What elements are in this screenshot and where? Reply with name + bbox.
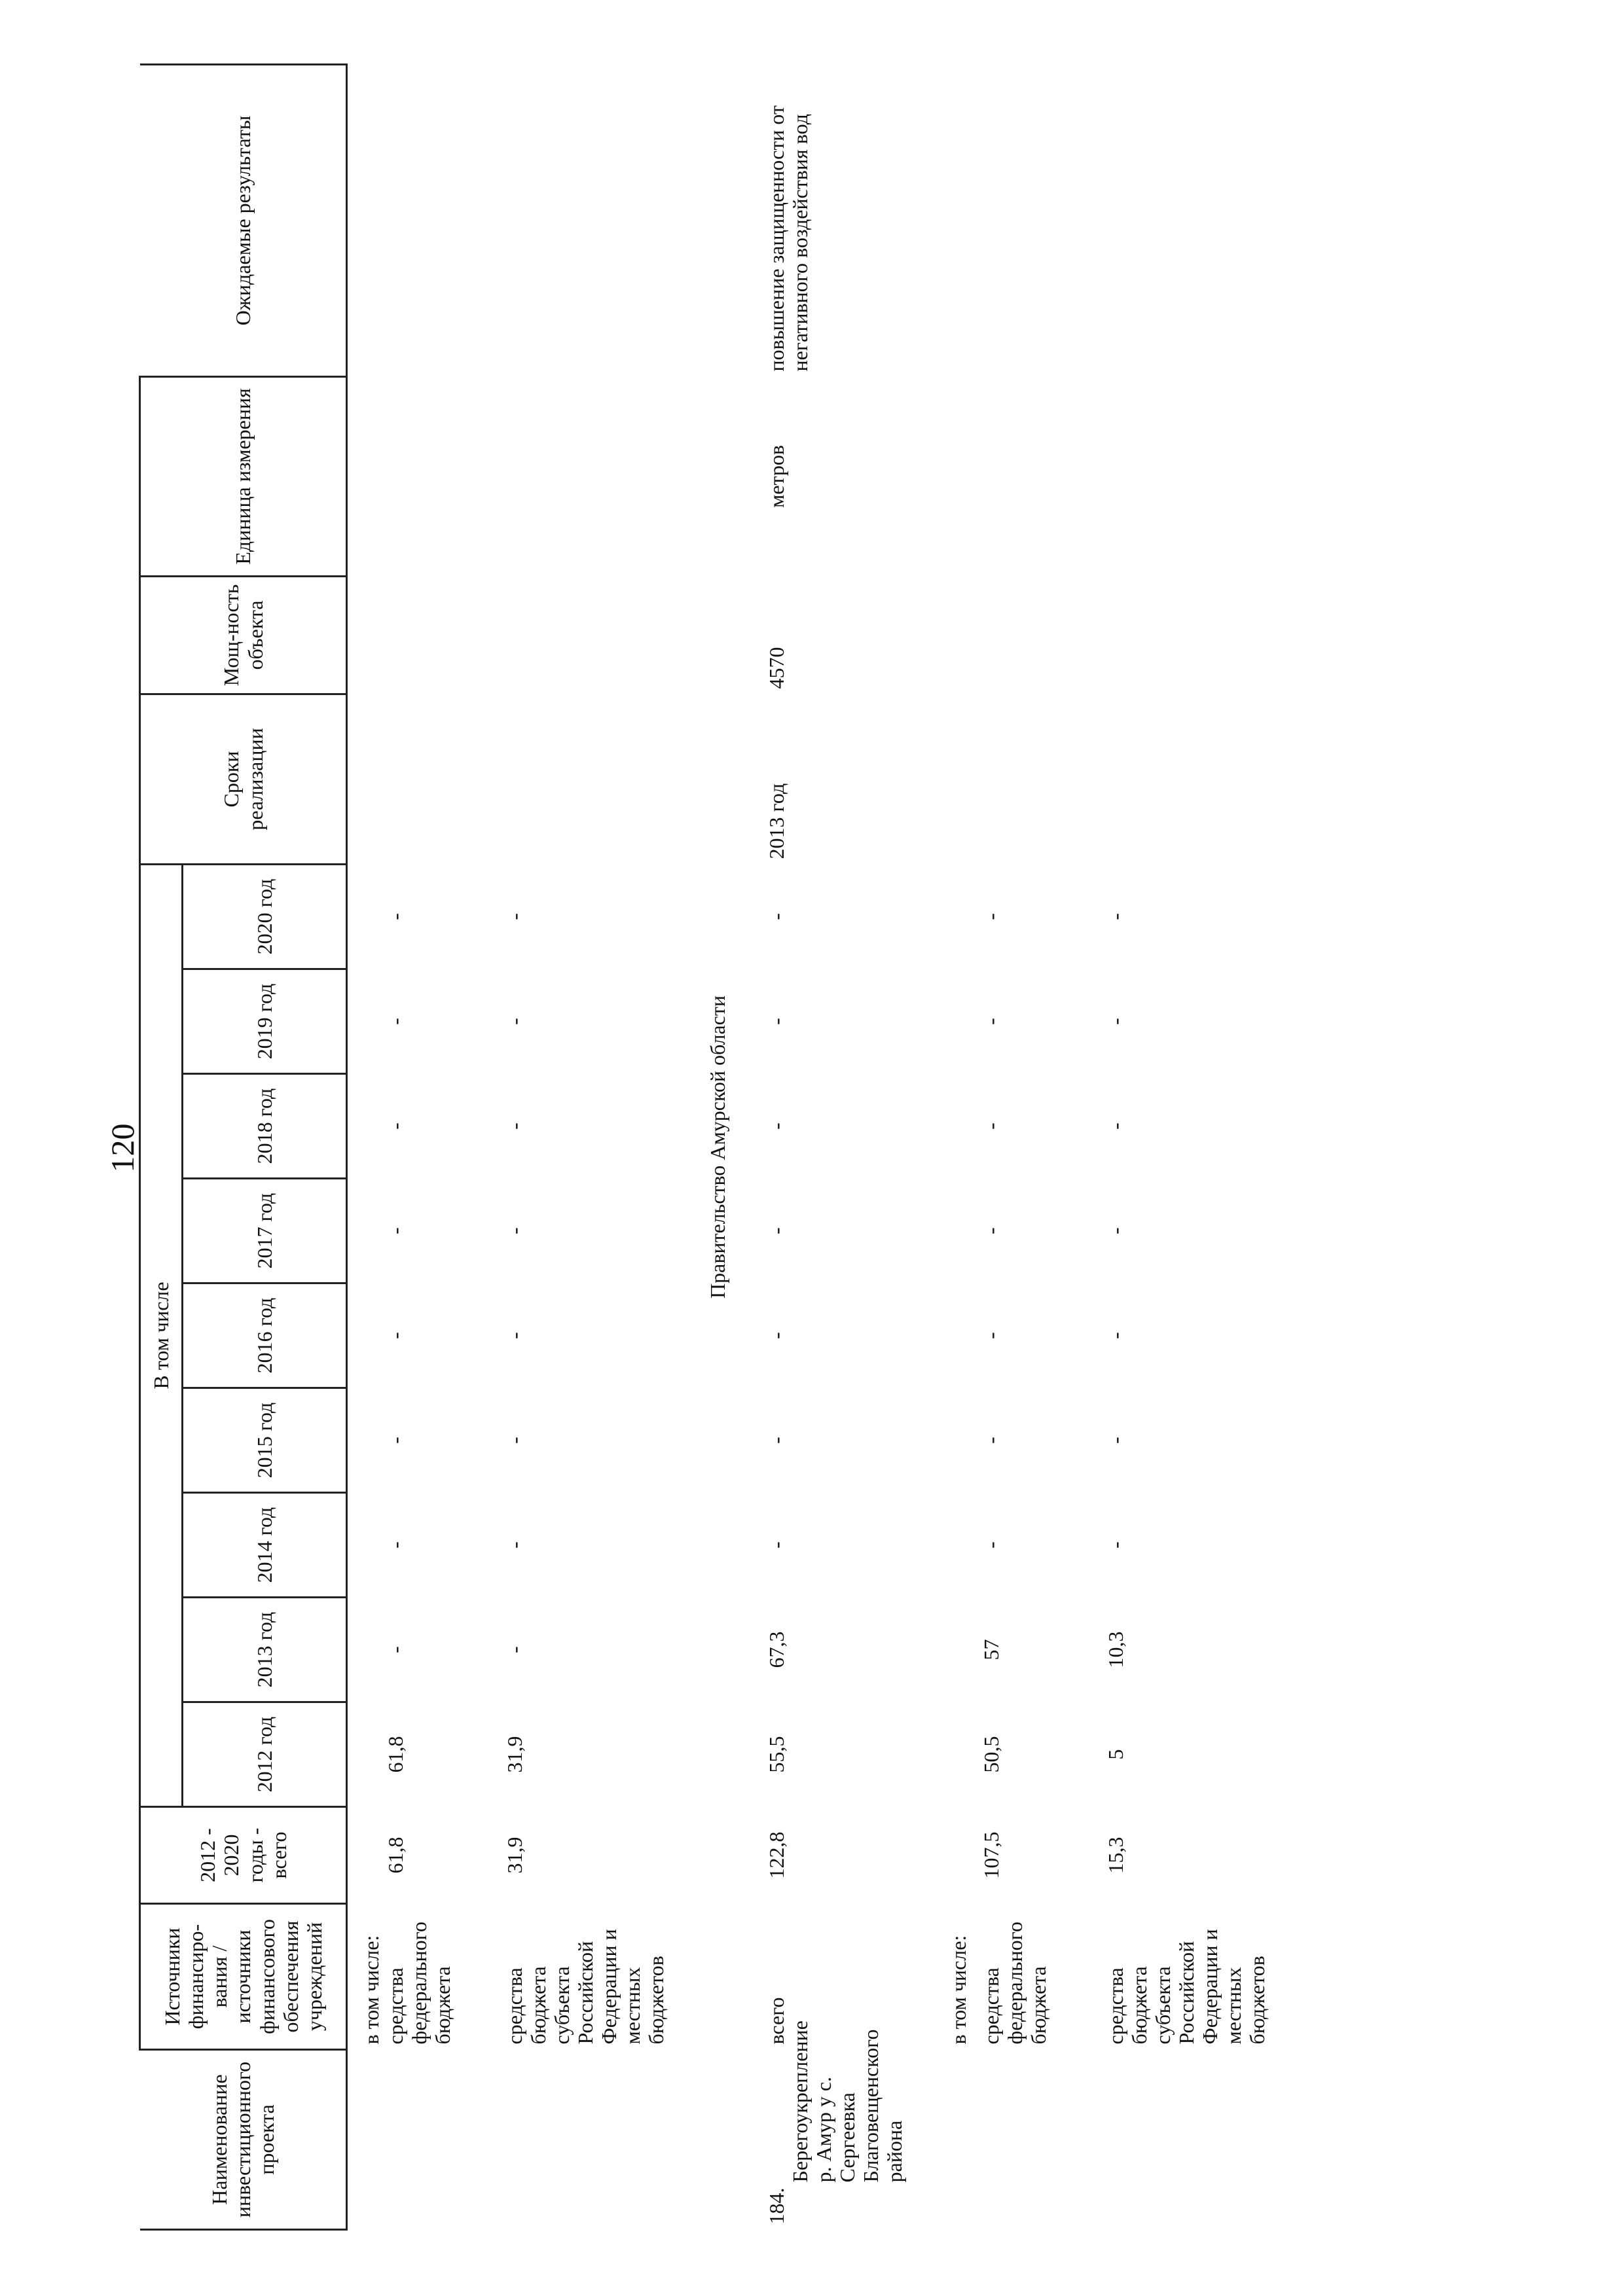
subheader-including: в том числе:: [946, 1935, 970, 2045]
year-cell: -: [764, 1437, 788, 1444]
col-header-capacity: Мощ-ность объекта: [140, 576, 347, 694]
year-cell: -: [764, 1018, 788, 1025]
col-header-period: Сроки реализации: [140, 694, 347, 864]
source-cell: средства федерального бюджета: [383, 1922, 454, 2045]
year-cell: -: [764, 1541, 788, 1549]
year-cell: -: [979, 1437, 1003, 1444]
year-cell: 31,9: [502, 1736, 526, 1773]
source-cell: средства бюджета субъекта Российской Федерации и местных бюджетов: [1103, 1929, 1269, 2045]
year-cell: -: [979, 1018, 1003, 1025]
total-cell: 15,3: [1103, 1837, 1127, 1874]
year-cell: -: [502, 1018, 526, 1025]
year-cell: -: [502, 1437, 526, 1444]
col-header-year-2013: 2013 год: [183, 1598, 347, 1702]
unit-cell: метров: [764, 444, 788, 508]
year-cell: -: [502, 1122, 526, 1130]
col-header-year-2015: 2015 год: [183, 1388, 347, 1493]
agency-heading: Правительство Амурской области: [705, 996, 729, 1299]
year-cell: -: [383, 1018, 407, 1025]
total-cell: 122,8: [764, 1831, 788, 1879]
col-header-year-2016: 2016 год: [183, 1283, 347, 1388]
year-cell: -: [383, 913, 407, 920]
investment-projects-table: [139, 63, 1300, 2231]
year-cell: -: [383, 1437, 407, 1444]
year-cell: 55,5: [764, 1736, 788, 1773]
source-cell: всего: [764, 1997, 788, 2045]
year-cell: -: [383, 1646, 407, 1653]
col-header-year-2017: 2017 год: [183, 1179, 347, 1283]
year-cell: -: [502, 913, 526, 920]
col-header-results: Ожидаемые результаты: [140, 64, 347, 376]
col-header-year-2020: 2020 год: [183, 864, 347, 969]
year-cell: -: [1103, 1227, 1127, 1234]
source-cell: средства федерального бюджета: [979, 1922, 1050, 2045]
total-cell: 61,8: [383, 1837, 407, 1874]
year-cell: -: [979, 1227, 1003, 1234]
year-cell: -: [502, 1332, 526, 1339]
year-cell: -: [1103, 1541, 1127, 1549]
col-header-unit: Единица измерения: [140, 376, 347, 576]
year-cell: -: [383, 1227, 407, 1234]
subheader-including: в том числе:: [359, 1935, 384, 2045]
year-cell: -: [764, 913, 788, 920]
year-cell: 57: [979, 1639, 1003, 1660]
col-header-year-2018: 2018 год: [183, 1074, 347, 1179]
year-cell: -: [979, 913, 1003, 920]
year-cell: -: [764, 1122, 788, 1130]
col-header-year-2019: 2019 год: [183, 969, 347, 1074]
total-cell: 107,5: [979, 1831, 1003, 1879]
year-cell: -: [979, 1122, 1003, 1130]
year-cell: -: [383, 1541, 407, 1549]
year-cell: -: [502, 1646, 526, 1653]
year-cell: -: [979, 1332, 1003, 1339]
year-cell: 5: [1103, 1749, 1127, 1760]
capacity-cell: 4570: [764, 647, 788, 689]
col-header-year-2012: 2012 год: [183, 1702, 347, 1807]
col-header-year-2014: 2014 год: [183, 1493, 347, 1598]
period-cell: 2013 год: [764, 783, 788, 859]
year-cell: -: [1103, 1332, 1127, 1339]
results-cell: повышение защищенности от негативного воздействия вод: [764, 105, 812, 372]
year-cell: 10,3: [1103, 1631, 1127, 1668]
year-cell: 50,5: [979, 1736, 1003, 1773]
year-cell: -: [502, 1541, 526, 1549]
source-cell: средства бюджета субъекта Российской Федерации и местных бюджетов: [502, 1929, 668, 2045]
col-header-total: 2012 - 2020 годы - всего: [140, 1807, 347, 1904]
year-cell: 67,3: [764, 1631, 788, 1668]
year-cell: -: [1103, 1437, 1127, 1444]
page-number: 120: [104, 1123, 141, 1173]
year-cell: -: [383, 1332, 407, 1339]
year-cell: 61,8: [383, 1736, 407, 1773]
table-row: [384, 64, 503, 2229]
table-row: [765, 64, 947, 2229]
total-cell: 31,9: [502, 1837, 526, 1874]
table-row: [1104, 64, 1300, 2229]
year-cell: -: [383, 1122, 407, 1130]
table-row: [979, 64, 1104, 2229]
year-cell: -: [1103, 1018, 1127, 1025]
table-row: [503, 64, 706, 2229]
year-cell: -: [1103, 1122, 1127, 1130]
col-header-including: В том числе: [140, 864, 183, 1806]
year-cell: -: [764, 1332, 788, 1339]
year-cell: -: [979, 1541, 1003, 1549]
year-cell: -: [764, 1227, 788, 1234]
year-cell: -: [1103, 913, 1127, 920]
col-header-sources: Источники финансиро-вания / источники финансового обеспечения учреждений: [140, 1904, 347, 2050]
col-header-name: Наименование инвестиционного проекта: [140, 2050, 347, 2230]
project-name: 184. Берегоукрепление р. Амур у с. Сергеевка Благовещенского района: [764, 2020, 907, 2225]
year-cell: -: [502, 1227, 526, 1234]
